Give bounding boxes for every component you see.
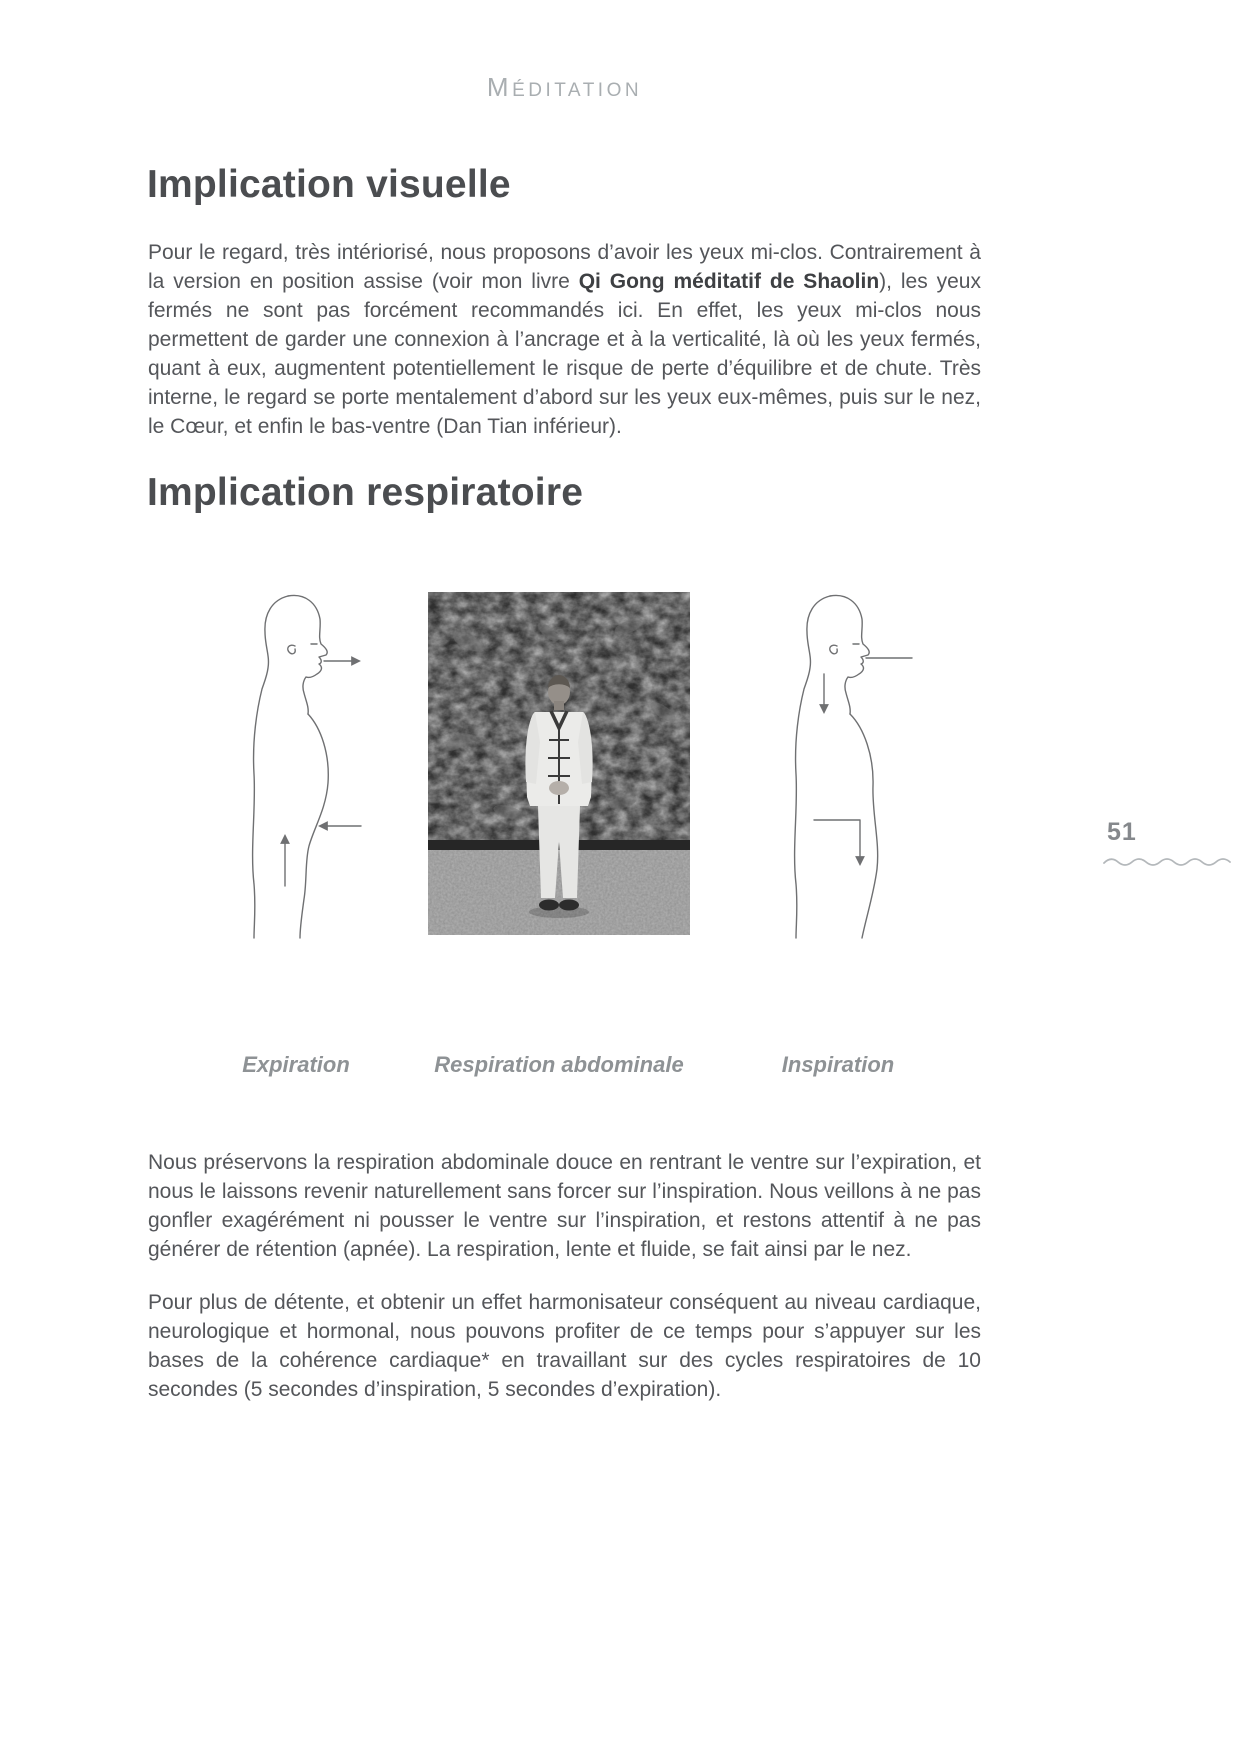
paragraph-implication-visuelle [148, 238, 981, 441]
caption-expiration: Expiration [242, 1052, 350, 1077]
caption-inspiration: Inspiration [781, 1052, 895, 1077]
paragraph-cardiac-coherence: Pour plus de détente, et obtenir un effet harmonisateur conséquent au niveau cardiaque, neurologique et hormonal, nous pouvons profiter de ce temps pour s’appuyer sur les bases de la cohérence cardiaque* en travaillant sur des cycles respiratoires de 10 secondes (5 secondes d’inspiration, 5 secondes d’expiration). [148, 1291, 981, 1401]
page-number-squiggle-icon [1102, 854, 1236, 870]
right-shoe [559, 900, 579, 911]
caption-respiration-abdominale: Respiration abdominale [434, 1052, 684, 1077]
section-heading-implication-visuelle: Implication visuelle [147, 163, 511, 206]
book-title-bold: Qi Gong méditatif de Shaolin [578, 270, 880, 293]
head-face-outline [288, 595, 327, 714]
paragraph-abdominal-breathing: Nous préservons la respiration abdominale douce en rentrant le ventre sur l’expiration, et nous le laissons revenir naturellement sans forcer sur l’inspiration. Nous veillons à ne pas gonfler exagérément ni pousser le ventre sur l’inspiration, et restons attentif à ne pas générer de rétention (apnée). La respiration, lente et fluide, se fait ainsi par le nez. [148, 1151, 981, 1261]
chest-belly-front-expanded [850, 714, 878, 938]
belly-out-down-arrow [814, 820, 860, 864]
left-shoe [539, 900, 559, 911]
page-number: 51 [1107, 818, 1137, 846]
clasped-hands [549, 781, 569, 795]
ear [830, 645, 837, 654]
neck [554, 701, 564, 710]
head-face-outline [830, 595, 869, 714]
ear [288, 645, 295, 654]
paragraph-visual-text-before: Pour le regard, très intériorisé, nous proposons d’avoir les yeux mi-clos. Contrairement à la version en position assise (voir mon livre [148, 241, 981, 293]
expiration-torso-drawing-icon [210, 588, 382, 940]
back-outline [253, 596, 288, 938]
running-header: MÉDITATION [486, 72, 643, 102]
back-outline [795, 596, 830, 938]
paragraph-visual-text-after: ), les yeux fermés ne sont pas forcément recommandés ici. En effet, les yeux mi-clos nous permettent de garder une connexion à l’ancrage et à la verticalité, là où les yeux fermés, quant à eux, augmentent potentiellement le risque de perte d’équilibre et de chute. Très interne, le regard se porte mentalement d’abord sur les yeux eux-mêmes, puis sur le nez, le Cœur, et enfin le bas-ventre (Dan Tian inférieur). [148, 270, 981, 438]
section-heading-implication-respiratoire: Implication respiratoire [147, 471, 584, 514]
person-shadow [529, 906, 589, 918]
abdominal-breathing-photo [428, 592, 690, 935]
inspiration-torso-drawing-icon [752, 588, 924, 940]
